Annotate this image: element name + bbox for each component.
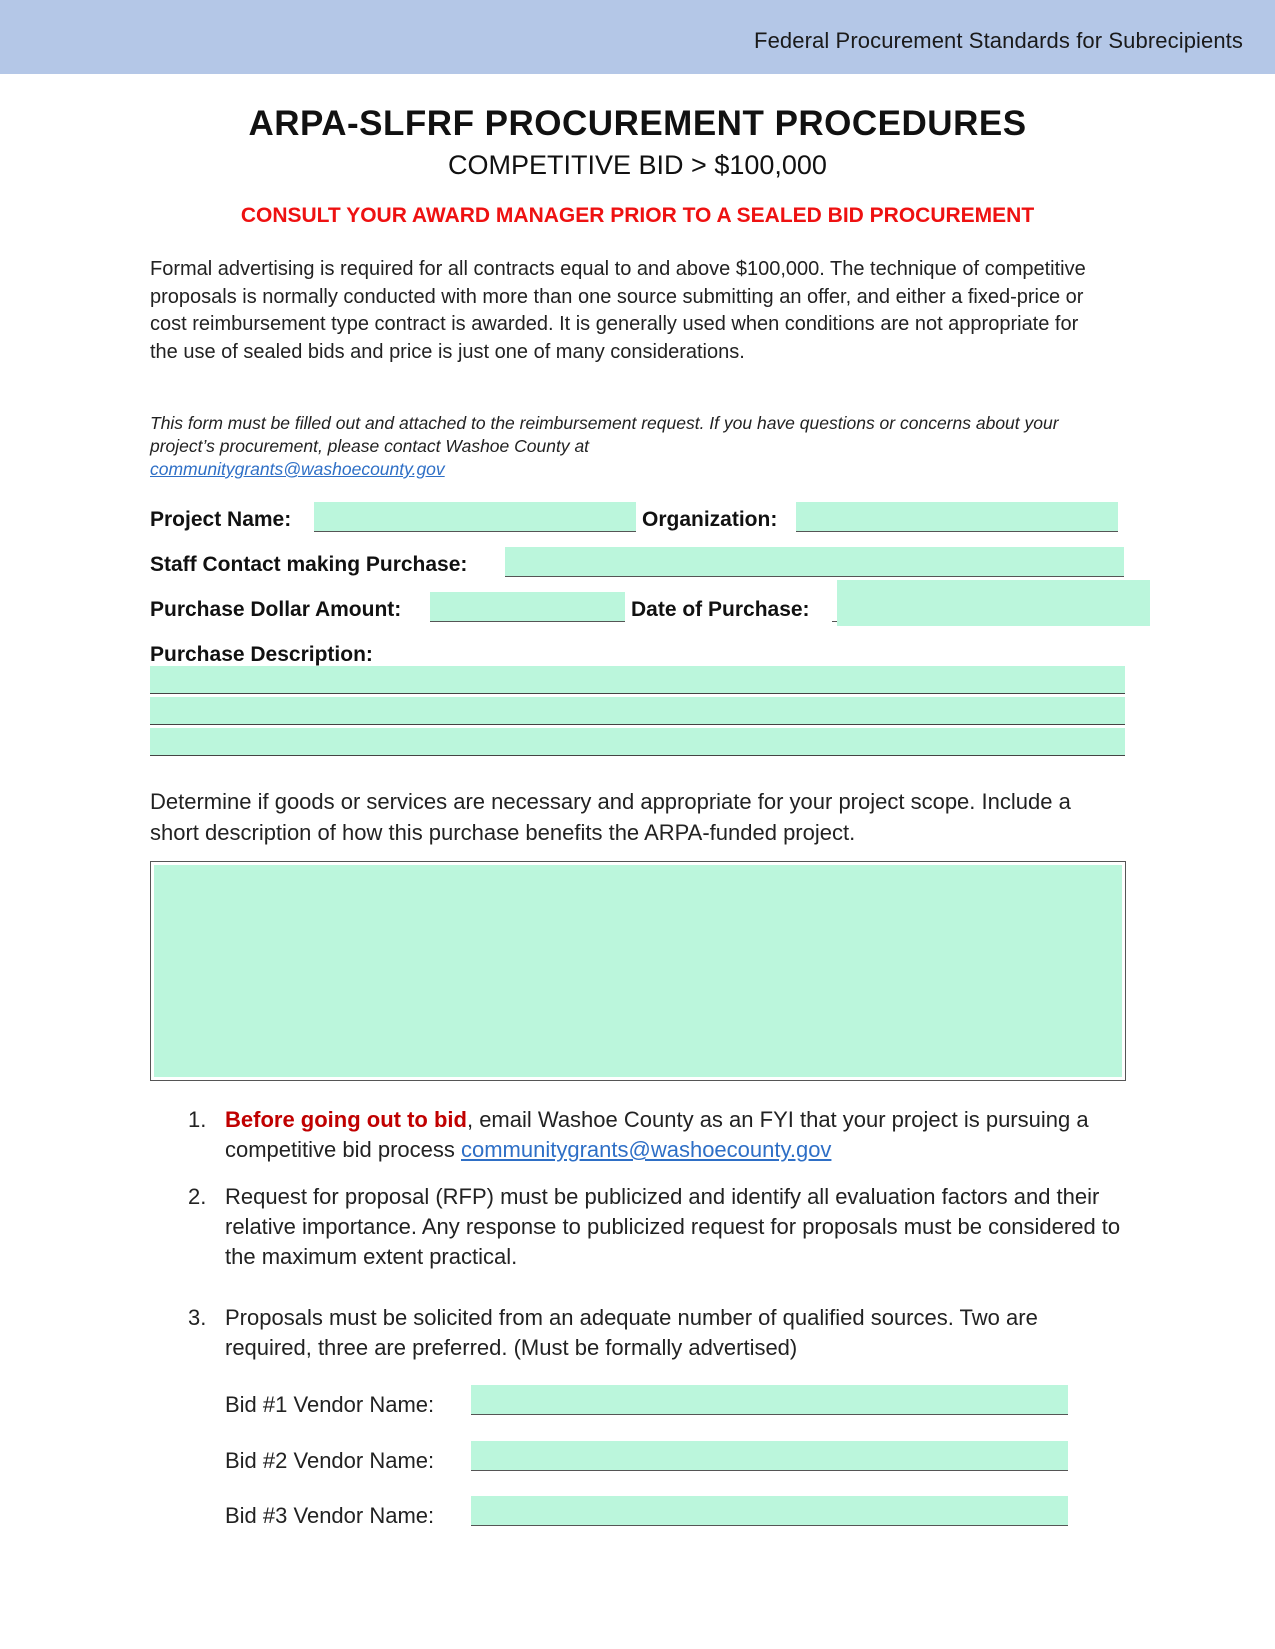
vendor-2-label: Bid #2 Vendor Name: xyxy=(225,1448,435,1473)
vendor-3-label: Bid #3 Vendor Name: xyxy=(225,1503,435,1528)
instruction-note xyxy=(150,412,1110,481)
instruction-note-text: This form must be filled out and attached to the reimbursement request. If you have questions or concerns about your project’s procurement, please contact Washoe County at xyxy=(150,413,1059,456)
dollar-amount-label: Purchase Dollar Amount: xyxy=(150,598,402,621)
vendor-2-field[interactable] xyxy=(471,1441,1068,1471)
date-of-purchase-label: Date of Purchase: xyxy=(631,598,810,621)
vendor-1-label: Bid #1 Vendor Name: xyxy=(225,1392,435,1417)
purchase-description-line-2[interactable] xyxy=(150,697,1125,725)
step-2-number: 2. xyxy=(188,1184,207,1209)
header-band xyxy=(0,0,1275,74)
dollar-amount-field[interactable] xyxy=(430,592,625,622)
document-subtitle: COMPETITIVE BID > $100,000 xyxy=(448,150,827,180)
step-1-number: 1. xyxy=(188,1107,207,1132)
vendor-3-field[interactable] xyxy=(471,1496,1068,1526)
step-3-text: Proposals must be solicited from an adequate number of qualified sources. Two are required, three are preferred. (Must be formally advertised) xyxy=(225,1305,1038,1360)
step-3-number: 3. xyxy=(188,1305,207,1330)
step-1-text: , email Washoe County as an FYI that your project is pursuing a competitive bid process xyxy=(225,1107,1089,1162)
warning-banner: CONSULT YOUR AWARD MANAGER PRIOR TO A SEALED BID PROCUREMENT xyxy=(240,204,1035,227)
organization-label: Organization: xyxy=(642,508,778,531)
header-title: Federal Procurement Standards for Subrecipients xyxy=(754,28,1243,53)
purchase-description-line-3[interactable] xyxy=(150,728,1125,756)
staff-contact-label: Staff Contact making Purchase: xyxy=(150,553,468,576)
benefit-description-textarea[interactable] xyxy=(150,861,1126,1081)
document-title: ARPA-SLFRF PROCUREMENT PROCEDURES xyxy=(248,104,1027,143)
step-1-body xyxy=(225,1105,1125,1165)
vendor-1-field[interactable] xyxy=(471,1385,1068,1415)
project-name-label: Project Name: xyxy=(150,508,292,531)
contact-email-link[interactable]: communitygrants@washoecounty.gov xyxy=(150,459,445,479)
step-2-text: Request for proposal (RFP) must be publicized and identify all evaluation factors and their relative importance. Any response to publicized request for proposals must be considered to the maximum extent practical. xyxy=(225,1184,1121,1269)
date-of-purchase-field[interactable] xyxy=(837,580,1150,626)
organization-field[interactable] xyxy=(796,502,1118,532)
step-1-highlight: Before going out to bid xyxy=(225,1107,467,1132)
scope-instruction: Determine if goods or services are necessary and appropriate for your project scope. Include a short description of how this purchase benefits the ARPA-funded project. xyxy=(150,789,1071,845)
purchase-description-line-1[interactable] xyxy=(150,666,1125,694)
step-1-email-link[interactable]: communitygrants@washoecounty.gov xyxy=(461,1137,832,1162)
project-name-field[interactable] xyxy=(314,502,636,532)
purchase-description-label: Purchase Description: xyxy=(150,643,373,666)
intro-paragraph: Formal advertising is required for all contracts equal to and above $100,000. The technique of competitive proposals is normally conducted with more than one source submitting an offer, and either a fixed-price or cost reimbursement type contract is awarded. It is generally used when conditions are not appropriate for the use of sealed bids and price is just one of many considerations. xyxy=(150,258,1086,363)
staff-contact-field[interactable] xyxy=(505,547,1124,577)
